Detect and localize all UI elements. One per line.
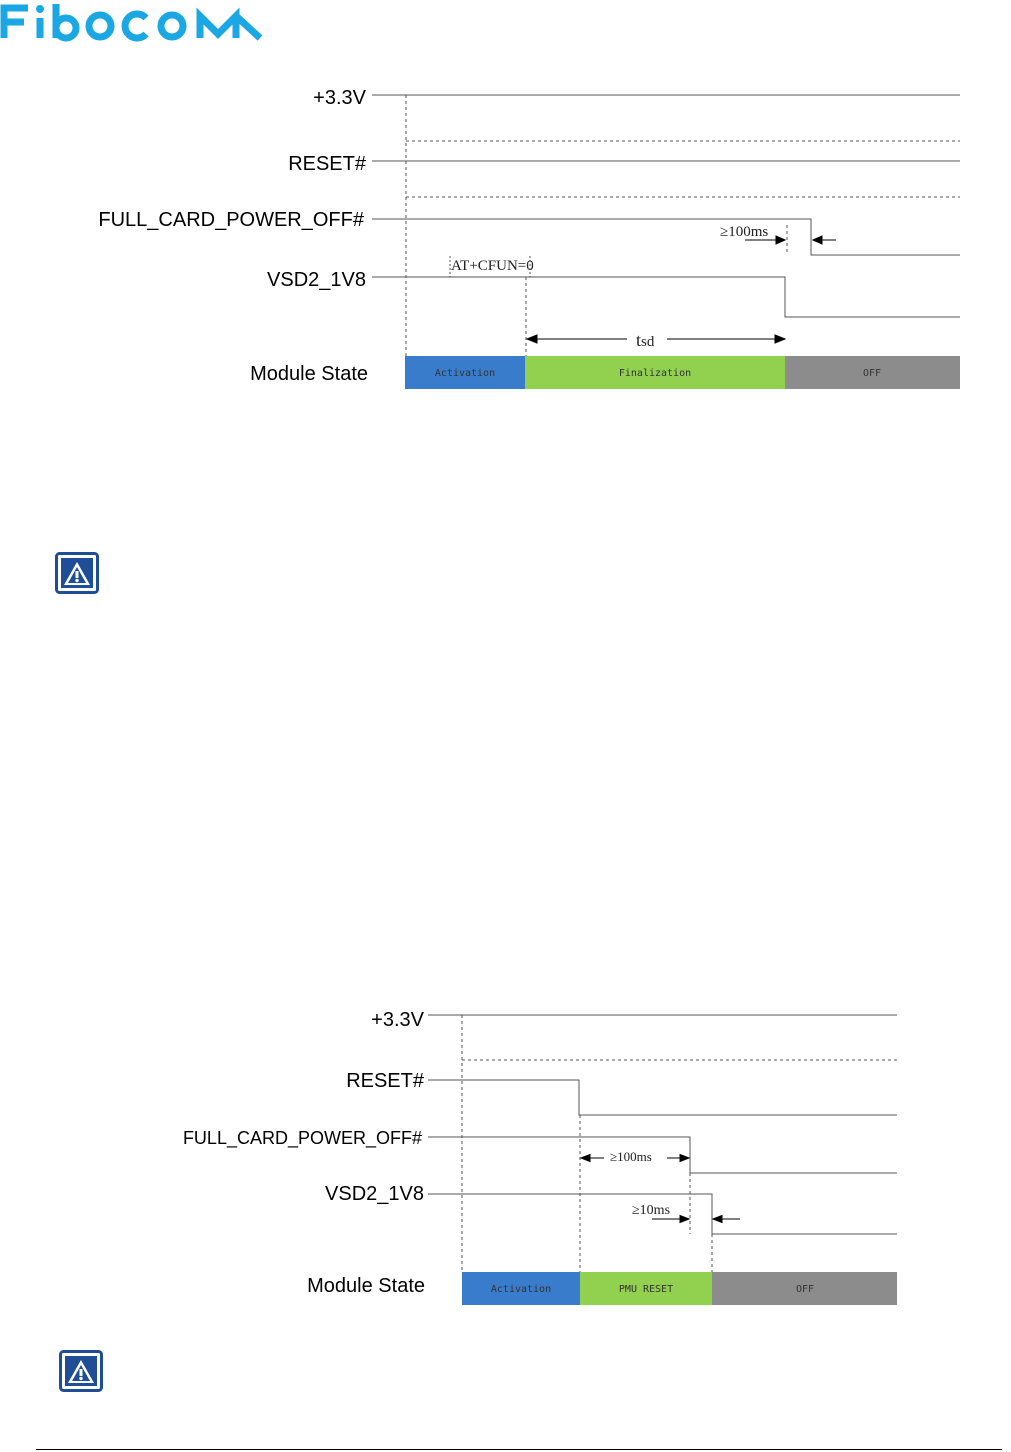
waveform-vsd2-1v8 bbox=[372, 277, 960, 317]
label-reset: RESET# bbox=[288, 153, 366, 175]
arrowhead-delay-left bbox=[776, 236, 785, 244]
annotation-at-cfun: AT+CFUN=0 bbox=[451, 258, 534, 274]
warning-icon bbox=[55, 552, 99, 596]
label-module-state: Module State bbox=[250, 363, 368, 385]
label-3v3: +3.3V bbox=[313, 87, 366, 109]
label-reset: RESET# bbox=[346, 1070, 424, 1092]
state-finalization-label: Finalization bbox=[618, 368, 692, 379]
state-off-label: OFF bbox=[795, 1284, 815, 1295]
waveform-full-card-power-off bbox=[428, 1137, 897, 1173]
label-full-card-power-off: FULL_CARD_POWER_OFF# bbox=[182, 1128, 422, 1148]
timing-diagram-2 bbox=[0, 1000, 1011, 1320]
arrowhead-100ms-right bbox=[680, 1155, 689, 1162]
timing-diagram-1 bbox=[0, 0, 1011, 400]
tsd-label bbox=[636, 330, 655, 350]
arrowhead-10ms-right bbox=[713, 1216, 722, 1223]
state-activation-label: Activation bbox=[490, 1284, 552, 1295]
label-vsd2-1v8: VSD2_1V8 bbox=[325, 1183, 424, 1205]
arrowhead-tsd-left bbox=[527, 335, 537, 343]
waveform-full-card-power-off bbox=[372, 219, 960, 255]
annotation-delay-100ms: ≥100ms bbox=[610, 1149, 652, 1164]
waveform-reset bbox=[428, 1080, 897, 1115]
label-full-card-power-off: FULL_CARD_POWER_OFF# bbox=[98, 209, 364, 231]
arrowhead-delay-right bbox=[813, 236, 822, 244]
arrowhead-100ms-left bbox=[581, 1155, 590, 1162]
tsd-sub: sd bbox=[641, 334, 655, 350]
annotation-delay-10ms: ≥10ms bbox=[632, 1203, 671, 1218]
arrowhead-tsd-right bbox=[775, 335, 785, 343]
label-3v3: +3.3V bbox=[371, 1009, 424, 1031]
state-off-label: OFF bbox=[862, 368, 882, 379]
label-module-state: Module State bbox=[307, 1275, 425, 1297]
label-vsd2-1v8: VSD2_1V8 bbox=[267, 269, 366, 291]
arrowhead-10ms-left bbox=[680, 1216, 689, 1223]
annotation-delay-100ms: ≥100ms bbox=[720, 224, 769, 240]
warning-icon bbox=[59, 1350, 103, 1394]
tsd-main: t bbox=[636, 330, 642, 350]
state-pmu-reset-label: PMU RESET bbox=[618, 1284, 674, 1295]
state-activation-label: Activation bbox=[434, 368, 496, 379]
footer-divider bbox=[36, 1449, 1002, 1450]
